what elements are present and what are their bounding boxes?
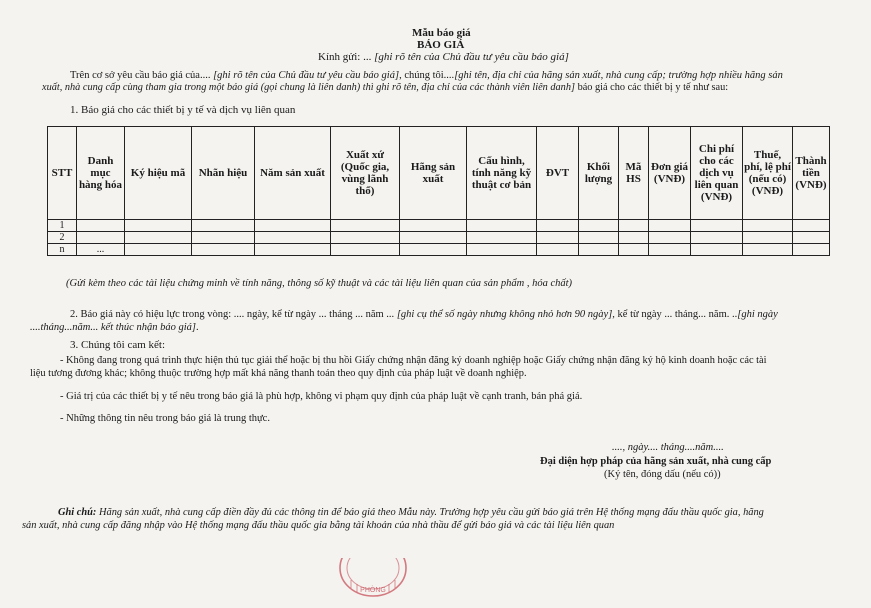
table-cell xyxy=(77,220,125,232)
table-row xyxy=(48,244,830,256)
section-3-heading: 3. Chúng tôi cam kết: xyxy=(70,339,166,351)
col-header: Nhãn hiệu xyxy=(192,127,255,220)
col-header: Năm sản xuất xyxy=(255,127,331,220)
intro-note: [ghi tên, địa chỉ của hãng sản xuất, nhà cung cấp; trường hợp nhiều hãng sản xyxy=(454,70,783,81)
page-title: BÁO GIÁ xyxy=(417,39,465,51)
representative-sign: (Ký tên, đóng dấu (nếu có)) xyxy=(604,469,721,480)
intro-text: báo giá cho các thiết bị y tế như sau: xyxy=(577,82,729,93)
validity-note: [ghi cụ thể số ngày nhưng không nhỏ hơn 90 ngày] xyxy=(396,309,613,320)
table-row xyxy=(48,220,830,232)
commitment-2: - Giá trị của các thiết bị y tế nêu trong báo giá là phù hợp, không vi phạm quy định của pháp luật về cạnh tranh, bán phá giá. xyxy=(60,391,583,402)
intro-note: [ghi rõ tên của Chủ đầu tư yêu cầu báo giá] xyxy=(213,70,400,81)
validity-text: , kể từ ngày ... tháng... năm. .. xyxy=(612,309,738,320)
quotation-table xyxy=(47,126,830,256)
validity-text: 2. Báo giá này có hiệu lực trong vòng: .... ngày, kể từ ngày ... tháng ... năm ... xyxy=(70,309,395,320)
table-row xyxy=(48,232,830,244)
col-header: Khối lượng xyxy=(579,127,619,220)
section-1-heading: 1. Báo giá cho các thiết bị y tế và dịch vụ liên quan xyxy=(70,104,296,116)
note-line-2: sản xuất, nhà cung cấp đăng nhập vào Hệ thống mạng đấu thầu quốc gia bằng tài khoản của nhà thầu để gửi báo giá và các tài liệu liên quan xyxy=(22,520,615,531)
stamp-text: PHÒNG xyxy=(360,587,386,594)
note-line-1 xyxy=(58,506,764,519)
col-header: ĐVT xyxy=(537,127,579,220)
addressee-prefix: Kính gửi: ... xyxy=(318,51,372,63)
col-header: Cấu hình, tính năng kỹ thuật cơ bản xyxy=(467,127,537,220)
col-header: STT xyxy=(48,127,77,220)
col-header: Xuất xứ (Quốc gia, vùng lãnh thổ) xyxy=(331,127,400,220)
col-header: Chi phí cho các dịch vụ liên quan (VNĐ) xyxy=(691,127,743,220)
col-header: Danh mục hàng hóa xyxy=(77,127,125,220)
table-cell: n xyxy=(48,244,77,256)
commitment-1-line-1: - Không đang trong quá trình thực hiện thủ tục giải thể hoặc bị thu hồi Giấy chứng nhận đăng ký doanh nghiệp hoặc Giấy chứng nhận đăng ký hộ kinh doanh hoặc các tài xyxy=(60,355,767,366)
note-label: Ghi chú: xyxy=(58,507,97,518)
table-cell: 1 xyxy=(48,220,77,232)
intro-text: Trên cơ sở yêu cầu báo giá của.... xyxy=(70,70,211,81)
addressee-note: [ghi rõ tên của Chủ đầu tư yêu cầu báo giá] xyxy=(374,51,569,63)
note-text: Hãng sản xuất, nhà cung cấp điền đầy đủ các thông tin để báo giá theo Mẫu này. Trường hợp yêu cầu gửi báo giá trên Hệ thống mạng đấu thầu quốc gia, hãng xyxy=(99,507,764,518)
col-header: Mã HS xyxy=(619,127,649,220)
intro-note: xuất, nhà cung cấp cùng tham gia trong một báo giá (gọi chung là liên danh) thì ghi rõ tên, địa chỉ của các thành viên liên danh] xyxy=(42,82,575,93)
validity-note: [ghi ngày xyxy=(737,309,778,320)
intro-text: , chúng tôi.... xyxy=(399,70,455,81)
commitment-1-line-2: liệu tương đương khác; không thuộc trường hợp mất khả năng thanh toán theo quy định của pháp luật về doanh nghiệp. xyxy=(30,368,527,379)
addressee xyxy=(318,51,569,64)
commitment-3: - Những thông tin nêu trong báo giá là trung thực. xyxy=(60,413,270,424)
table-cell xyxy=(77,232,125,244)
validity-text: . xyxy=(195,322,199,333)
section-2-line-1 xyxy=(70,308,778,321)
col-header: Thuế, phí, lệ phí (nếu có) (VNĐ) xyxy=(743,127,793,220)
representative-title: Đại diện hợp pháp của hãng sản xuất, nhà cung cấp xyxy=(540,456,772,467)
form-name: Mẫu báo giá xyxy=(412,27,471,39)
col-header: Đơn giá (VNĐ) xyxy=(649,127,691,220)
col-header: Thành tiền (VNĐ) xyxy=(793,127,830,220)
validity-note: ....tháng...năm... kết thúc nhận báo giá] xyxy=(30,322,196,333)
attachment-note: (Gửi kèm theo các tài liệu chứng minh về tính năng, thông số kỹ thuật và các tài liệu liên quan của sản phẩm , hóa chất) xyxy=(66,278,573,289)
table-cell: 2 xyxy=(48,232,77,244)
table-header-row xyxy=(48,127,830,220)
date-line: ...., ngày.... tháng....năm.... xyxy=(612,442,724,453)
col-header: Hãng sản xuất xyxy=(400,127,467,220)
intro-line-2 xyxy=(42,81,728,94)
red-stamp xyxy=(337,558,409,608)
col-header: Ký hiệu mã xyxy=(125,127,192,220)
section-2-line-2 xyxy=(30,321,199,334)
table-cell: ... xyxy=(77,244,125,256)
